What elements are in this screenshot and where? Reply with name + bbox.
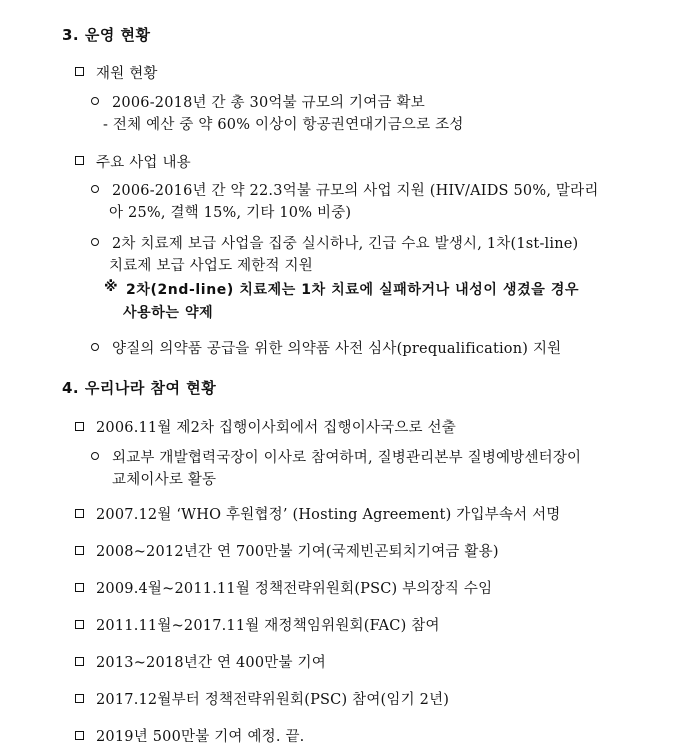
reference-mark-icon: ※ [104,279,118,295]
circle-bullet-icon [91,97,99,105]
finance-item-1-sub: - 전체 예산 중 약 60% 이상이 항공권연대기금으로 조성 [103,117,464,133]
participation-item-6: 2013~2018년간 연 400만불 기여 [96,655,326,671]
checkbox-bullet-icon [75,620,84,629]
participation-sub-line-1: 외교부 개발협력국장이 이사로 참여하며, 질병관리본부 질병예방센터장이 [112,450,582,466]
projects-item-1-line-2: 아 25%, 결핵 15%, 기타 10% 비중) [109,205,352,221]
projects-item-3: 양질의 의약품 공급을 위한 의약품 사전 심사(prequalification) 지원 [112,341,562,357]
checkbox-bullet-icon [75,67,84,76]
participation-item-3: 2008~2012년간 연 700만불 기여(국제빈곤퇴치기여금 활용) [96,544,499,560]
note-line-1: 2차(2nd-line) 치료제는 1차 치료에 실패하거나 내성이 생겼을 경우 [126,282,580,298]
checkbox-bullet-icon [75,422,84,431]
section-4-heading: 4. 우리나라 참여 현황 [62,379,217,397]
circle-bullet-icon [91,238,99,246]
checkbox-bullet-icon [75,583,84,592]
participation-item-7: 2017.12월부터 정책전략위원회(PSC) 참여(임기 2년) [96,692,450,708]
checkbox-bullet-icon [75,657,84,666]
checkbox-bullet-icon [75,694,84,703]
circle-bullet-icon [91,343,99,351]
participation-item-1: 2006.11월 제2차 집행이사회에서 집행이사국으로 선출 [96,420,456,436]
projects-item-1-line-1: 2006-2016년 간 약 22.3억불 규모의 사업 지원 (HIV/AIDS 50%, 말라리 [112,183,599,199]
note-line-2: 사용하는 약제 [123,305,214,321]
circle-bullet-icon [91,452,99,460]
participation-sub-line-2: 교체이사로 활동 [112,472,217,488]
section-3-heading: 3. 운영 현황 [62,26,151,44]
participation-item-5: 2011.11월~2017.11월 재정책임위원회(FAC) 참여 [96,618,440,634]
projects-item-2-line-2: 치료제 보급 사업도 제한적 지원 [109,258,313,274]
checkbox-bullet-icon [75,156,84,165]
checkbox-bullet-icon [75,731,84,740]
finance-title: 재원 현황 [96,66,158,82]
participation-item-2: 2007.12월 ‘WHO 후원협정’ (Hosting Agreement) 가입부속서 서명 [96,507,561,523]
participation-item-8: 2019년 500만불 기여 예정. 끝. [96,729,305,745]
checkbox-bullet-icon [75,546,84,555]
checkbox-bullet-icon [75,509,84,518]
participation-item-4: 2009.4월~2011.11월 정책전략위원회(PSC) 부의장직 수임 [96,581,493,597]
finance-item-1: 2006-2018년 간 총 30억불 규모의 기여금 확보 [112,95,425,111]
projects-title: 주요 사업 내용 [96,155,191,171]
projects-item-2-line-1: 2차 치료제 보급 사업을 집중 실시하나, 긴급 수요 발생시, 1차(1st-line) [112,236,579,252]
circle-bullet-icon [91,185,99,193]
